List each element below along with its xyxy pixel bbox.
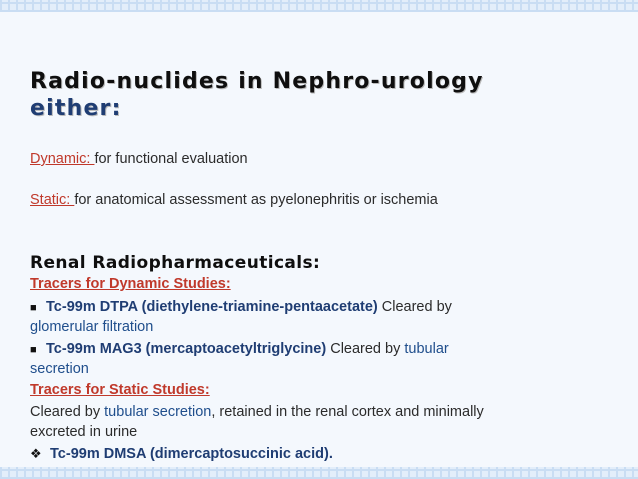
title-line-2: either:	[30, 96, 122, 121]
dtpa-name: Tc-99m DTPA (diethylene-triamine-pentaacetate)	[46, 299, 378, 315]
tubular-secretion: tubular secretion	[104, 404, 212, 420]
static-term: Static:	[30, 192, 75, 208]
static-tracers-header: Tracers for Static Studies:	[30, 382, 210, 398]
slide-title	[30, 68, 484, 122]
dmsa-name: Tc-99m DMSA (dimercaptosuccinic acid).	[50, 446, 333, 462]
section-heading: Renal Radiopharmaceuticals:	[30, 253, 321, 273]
dtpa-line-1	[30, 298, 452, 318]
dynamic-tracers-header: Tracers for Dynamic Studies:	[30, 276, 231, 292]
mag3-line-1	[30, 340, 449, 360]
dmsa-line	[30, 444, 333, 464]
mag3-secretion: secretion	[30, 361, 89, 377]
mag3-rest: Cleared by	[326, 341, 405, 357]
glomerular-filtration: glomerular filtration	[30, 319, 154, 335]
static-text-line-2: excreted in urine	[30, 424, 138, 440]
dtpa-rest: Cleared by	[377, 299, 452, 315]
dynamic-term: Dynamic:	[30, 151, 95, 167]
intro-dynamic	[30, 150, 248, 169]
diamond-bullet-icon: ❖	[30, 446, 42, 461]
square-bullet-icon: ■	[30, 344, 37, 356]
intro-static	[30, 191, 438, 210]
title-line-1: Radio-nuclides in Nephro-urology	[30, 69, 484, 94]
mag3-line-2	[30, 360, 89, 379]
static-text-line-1: Cleared by tubular secretion, retained in the renal cortex and minimally	[30, 404, 484, 420]
mag3-name: Tc-99m MAG3 (mercaptoacetyltriglycine)	[46, 341, 327, 357]
mag3-tubular: tubular	[404, 341, 449, 357]
dtpa-line-2	[30, 318, 153, 337]
square-bullet-icon: ■	[30, 302, 37, 314]
dynamic-desc: for functional evaluation	[94, 151, 248, 167]
static-desc: for anatomical assessment as pyelonephritis or ischemia	[74, 192, 438, 208]
